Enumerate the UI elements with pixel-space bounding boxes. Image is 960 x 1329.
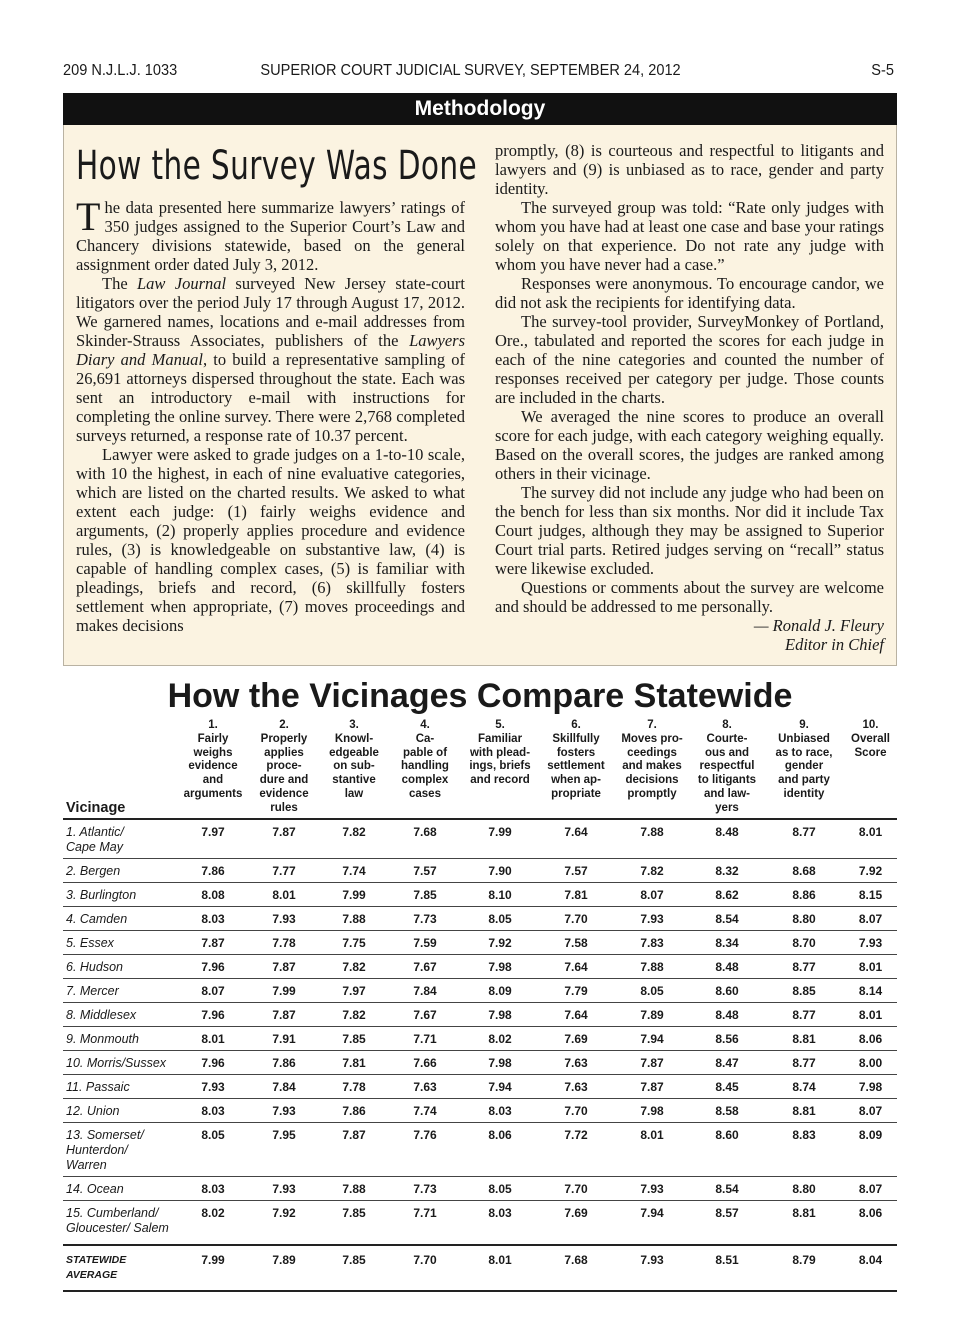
score-cell: 7.89 — [640, 1007, 664, 1022]
column-header: 10. Overall Score — [851, 719, 890, 759]
score-cell: 8.09 — [858, 1127, 883, 1142]
score-cell: 7.98 — [488, 959, 512, 974]
table-row — [63, 1050, 897, 1074]
score-cell: 7.87 — [272, 959, 296, 974]
score-cell: 7.58 — [564, 935, 588, 950]
score-cell: 7.93 — [640, 1181, 664, 1196]
vicinage-name: 1. Atlantic/ Cape May — [66, 824, 124, 854]
score-cell: 8.01 — [858, 1007, 883, 1022]
table-row — [63, 819, 897, 859]
score-cell: 8.48 — [715, 959, 739, 974]
page-number: S-5 — [871, 62, 894, 79]
score-cell: 7.94 — [488, 1079, 512, 1094]
article-column-left — [76, 194, 465, 635]
score-cell: 7.88 — [640, 824, 664, 839]
score-cell: 7.93 — [640, 911, 664, 926]
vicinage-name: 8. Middlesex — [66, 1007, 137, 1022]
score-cell: 8.01 — [488, 1252, 512, 1267]
score-cell: 8.02 — [488, 1031, 512, 1046]
score-cell: 8.07 — [201, 983, 225, 998]
score-cell: 7.81 — [564, 887, 588, 902]
score-cell: 8.70 — [792, 935, 816, 950]
statewide-average-row — [63, 1245, 897, 1291]
score-cell: 8.02 — [201, 1205, 225, 1220]
score-cell: 8.08 — [201, 887, 225, 902]
score-cell: 8.54 — [715, 911, 739, 926]
score-cell: 8.01 — [201, 1031, 225, 1046]
section-title: SUPERIOR COURT JUDICIAL SURVEY, SEPTEMBER 24, 2012 — [260, 62, 681, 79]
table-row — [63, 1026, 897, 1050]
score-cell: 8.56 — [715, 1031, 739, 1046]
score-cell: 7.93 — [272, 1103, 296, 1118]
score-cell: 8.01 — [858, 824, 883, 839]
column-header: 3. Knowl- edgeable on sub- stantive law — [329, 719, 379, 800]
score-cell: 8.00 — [858, 1055, 883, 1070]
score-cell: 7.97 — [342, 983, 366, 998]
score-cell: 8.80 — [792, 911, 816, 926]
score-cell: 8.58 — [715, 1103, 739, 1118]
score-cell: 8.03 — [201, 911, 225, 926]
score-cell: 7.70 — [413, 1252, 437, 1267]
table-title: How the Vicinages Compare Statewide — [167, 677, 793, 715]
table-row — [63, 1176, 897, 1200]
score-cell: 7.63 — [564, 1079, 588, 1094]
score-cell: 7.82 — [640, 863, 664, 878]
column-header: 8. Courte- ous and respectful to litigants and law- yers — [697, 719, 757, 814]
score-cell: 8.32 — [715, 863, 739, 878]
column-header: 9. Unbiased as to race, gender and party identity — [775, 719, 833, 800]
score-cell: 7.88 — [640, 959, 664, 974]
score-cell: 8.77 — [792, 959, 816, 974]
score-cell: 7.98 — [640, 1103, 664, 1118]
score-cell: 8.05 — [488, 911, 512, 926]
vicinage-name: 15. Cumberland/ Gloucester/ Salem — [66, 1205, 169, 1235]
score-cell: 7.85 — [342, 1252, 366, 1267]
paragraph: We averaged the nine scores to produce an overall score for each judge, with each category weighing equally. Based on the overall scores, the judges are ranked among others in their vicinage. — [495, 407, 884, 483]
score-cell: 7.87 — [201, 935, 225, 950]
score-cell: 7.64 — [564, 1007, 588, 1022]
score-cell: 8.74 — [792, 1079, 816, 1094]
score-cell: 8.85 — [792, 983, 816, 998]
score-cell: 8.01 — [858, 959, 883, 974]
score-cell: 7.96 — [201, 1055, 225, 1070]
score-cell: 7.93 — [272, 1181, 296, 1196]
score-cell: 7.63 — [564, 1055, 588, 1070]
score-cell: 8.03 — [201, 1181, 225, 1196]
score-cell: 7.87 — [342, 1127, 366, 1142]
citation: 209 N.J.L.J. 1033 — [63, 62, 178, 79]
score-cell: 8.57 — [715, 1205, 739, 1220]
score-cell: 7.67 — [413, 959, 437, 974]
score-cell: 8.79 — [792, 1252, 816, 1267]
paragraph: The surveyed group was told: “Rate only judges with whom you have had at least one case and base your ratings solely on that experience. Do not rate any judge with whom you have never had a case.” — [495, 198, 884, 274]
score-cell: 8.06 — [858, 1205, 883, 1220]
score-cell: 8.48 — [715, 1007, 739, 1022]
vicinage-name: 6. Hudson — [66, 959, 123, 974]
score-cell: 7.94 — [640, 1031, 664, 1046]
score-cell: 8.05 — [640, 983, 664, 998]
paragraph: The survey-tool provider, SurveyMonkey of Portland, Ore., tabulated and reported the scores for each judge in each of the nine categories and counted the number of responses received per category per judge. Those counts are included in the charts. — [495, 312, 884, 407]
table-row — [63, 858, 897, 882]
score-cell: 7.99 — [272, 983, 296, 998]
article-title: How the Survey Was Done — [76, 143, 478, 189]
table-row — [63, 906, 897, 930]
score-cell: 7.85 — [413, 887, 437, 902]
score-cell: 8.10 — [488, 887, 512, 902]
running-head — [63, 62, 894, 86]
score-cell: 7.57 — [413, 863, 437, 878]
score-cell: 7.82 — [342, 959, 366, 974]
score-cell: 7.70 — [564, 1181, 588, 1196]
column-header: 5. Familiar with plead- ings, briefs and record — [469, 719, 531, 787]
score-cell: 7.96 — [201, 1007, 225, 1022]
score-cell: 8.07 — [640, 887, 664, 902]
score-cell: 7.75 — [342, 935, 366, 950]
score-cell: 8.01 — [272, 887, 296, 902]
score-cell: 7.70 — [564, 911, 588, 926]
score-cell: 8.05 — [201, 1127, 225, 1142]
score-cell: 8.68 — [792, 863, 816, 878]
paragraph: Lawyer were asked to grade judges on a 1-to-10 scale, with 10 the highest, in each of nine evaluative categories, which are listed on the charted results. We asked to what extent each judge: (1) fairly weighs evidence and arguments, (2) properly applies procedure and evidence rules, (3) is knowledgeable on substantive law, (4) is capable of handling complex cases, (5) is familiar with pleadings, briefs and record, (6) skillfully fosters settlement when appropriate, (7) moves proceedings and makes decisions — [76, 445, 465, 635]
score-cell: 7.96 — [201, 959, 225, 974]
score-cell: 7.86 — [201, 863, 225, 878]
column-header: 6. Skillfully fosters settlement when ap- propriate — [547, 719, 605, 800]
score-cell: 8.60 — [715, 983, 739, 998]
score-cell: 7.91 — [272, 1031, 296, 1046]
score-cell: 8.86 — [792, 887, 816, 902]
score-cell: 8.77 — [792, 824, 816, 839]
vicinage-table — [63, 719, 897, 1292]
score-cell: 7.87 — [640, 1079, 664, 1094]
score-cell: 8.03 — [201, 1103, 225, 1118]
score-cell: 8.81 — [792, 1205, 816, 1220]
score-cell: 7.73 — [413, 911, 437, 926]
score-cell: 8.45 — [715, 1079, 739, 1094]
score-cell: 7.71 — [413, 1205, 437, 1220]
score-cell: 7.98 — [488, 1007, 512, 1022]
column-header: 4. Ca- pable of handling complex cases — [401, 719, 449, 800]
score-cell: 8.07 — [858, 1103, 883, 1118]
score-cell: 8.80 — [792, 1181, 816, 1196]
article-column-right — [495, 141, 884, 654]
vicinage-name: 3. Burlington — [66, 887, 137, 902]
score-cell: 7.87 — [272, 824, 296, 839]
score-cell: 8.60 — [715, 1127, 739, 1142]
score-cell: 7.86 — [342, 1103, 366, 1118]
vicinage-name: 9. Monmouth — [66, 1031, 139, 1046]
score-cell: 7.74 — [342, 863, 366, 878]
vicinage-name: 10. Morris/Sussex — [66, 1055, 167, 1070]
score-cell: 7.98 — [488, 1055, 512, 1070]
paragraph-text: , to build a representative sampling of 26,691 attorneys dispersed throughout the state. Each was sent an introductory e-mail with instructions for completing the online survey. There were 2,768 completed surveys returned, a response rate of 10.37 percent. — [76, 350, 465, 445]
signature-title: Editor in Chief — [785, 635, 884, 654]
signature: — Ronald J. Fleury — [753, 616, 884, 635]
paragraph — [76, 274, 465, 445]
score-cell: 8.04 — [858, 1252, 883, 1267]
score-cell: 8.62 — [715, 887, 739, 902]
score-cell: 7.64 — [564, 824, 588, 839]
score-cell: 7.69 — [564, 1031, 588, 1046]
score-cell: 7.79 — [564, 983, 588, 998]
score-cell: 7.77 — [272, 863, 296, 878]
average-label: STATEWIDE AVERAGE — [66, 1253, 127, 1281]
score-cell: 7.87 — [272, 1007, 296, 1022]
vicinage-name: 12. Union — [66, 1103, 120, 1118]
paragraph-text: he data presented here summarize lawyers’ ratings of 350 judges assigned to the Superior Court’s Law and Chancery divisions statewide, based on the general assignment order dated July 3, 2012. — [76, 198, 465, 274]
paragraph: Responses were anonymous. To encourage candor, we did not ask the recipients for identifying data. — [495, 274, 884, 312]
score-cell: 7.92 — [858, 863, 883, 878]
score-cell: 7.84 — [413, 983, 437, 998]
table-row — [63, 1098, 897, 1122]
score-cell: 8.14 — [858, 983, 883, 998]
paragraph: The survey did not include any judge who had been on the bench for less than six months. Nor did it include Tax Court judges, although they may be assigned to Superior Court trial parts. Retired judges serving on “recall” status were likewise excluded. — [495, 483, 884, 578]
score-cell: 8.06 — [488, 1127, 512, 1142]
score-cell: 7.85 — [342, 1205, 366, 1220]
score-cell: 8.03 — [488, 1103, 512, 1118]
score-cell: 7.57 — [564, 863, 588, 878]
score-cell: 7.87 — [640, 1055, 664, 1070]
publication-name: Lawyers Diary and Manual — [76, 331, 465, 369]
score-cell: 8.54 — [715, 1181, 739, 1196]
score-cell: 7.63 — [413, 1079, 437, 1094]
score-cell: 7.92 — [272, 1205, 296, 1220]
column-header: 7. Moves pro- ceedings and makes decisions promptly — [621, 719, 683, 800]
score-cell: 7.99 — [201, 1252, 225, 1267]
score-cell: 7.82 — [342, 824, 366, 839]
score-cell: 7.85 — [342, 1031, 366, 1046]
table-row — [63, 882, 897, 906]
score-cell: 7.86 — [272, 1055, 296, 1070]
score-cell: 7.68 — [413, 824, 437, 839]
score-cell: 7.82 — [342, 1007, 366, 1022]
score-cell: 7.73 — [413, 1181, 437, 1196]
score-cell: 7.99 — [342, 887, 366, 902]
score-cell: 7.93 — [272, 911, 296, 926]
score-cell: 7.93 — [858, 935, 883, 950]
score-cell: 7.94 — [640, 1205, 664, 1220]
score-cell: 8.09 — [488, 983, 512, 998]
table-header — [63, 719, 897, 819]
score-cell: 8.81 — [792, 1031, 816, 1046]
score-cell: 7.78 — [342, 1079, 366, 1094]
score-cell: 7.74 — [413, 1103, 437, 1118]
score-cell: 7.66 — [413, 1055, 437, 1070]
score-cell: 7.76 — [413, 1127, 437, 1142]
table-row — [63, 930, 897, 954]
vicinage-name: 5. Essex — [66, 935, 114, 950]
vicinage-header: Vicinage — [66, 799, 126, 816]
drop-cap: T — [76, 194, 101, 239]
score-cell: 8.77 — [792, 1007, 816, 1022]
column-header: 2. Properly applies proce- dure and evidence rules — [259, 719, 309, 814]
score-cell: 8.81 — [792, 1103, 816, 1118]
score-cell: 7.59 — [413, 935, 437, 950]
score-cell: 7.92 — [488, 935, 512, 950]
methodology-banner: Methodology — [63, 93, 897, 125]
vicinage-name: 4. Camden — [66, 911, 128, 926]
score-cell: 8.15 — [858, 887, 883, 902]
score-cell: 7.70 — [564, 1103, 588, 1118]
score-cell: 7.93 — [201, 1079, 225, 1094]
header-row — [63, 719, 897, 819]
score-cell: 8.06 — [858, 1031, 883, 1046]
score-cell: 7.64 — [564, 959, 588, 974]
score-cell: 7.90 — [488, 863, 512, 878]
score-cell: 8.34 — [715, 935, 739, 950]
score-cell: 7.93 — [640, 1252, 664, 1267]
score-cell: 8.01 — [640, 1127, 664, 1142]
paragraph: promptly, (8) is courteous and respectful to litigants and lawyers and (9) is unbiased as to race, gender and party identity. — [495, 141, 884, 198]
paragraph-text: The — [102, 274, 137, 293]
score-cell: 7.83 — [640, 935, 664, 950]
table-body — [63, 819, 897, 1291]
vicinage-name: 14. Ocean — [66, 1181, 124, 1196]
paragraph-text: surveyed New Jersey state-court litigators over the period July 17 through August 17, 2012. We garnered names, locations and e-mail addresses from Skinder-Strauss Associates, publishers of the — [76, 274, 465, 350]
table-row — [63, 954, 897, 978]
score-cell: 7.78 — [272, 935, 296, 950]
vicinage-name: 13. Somerset/ Hunterdon/ Warren — [66, 1127, 144, 1172]
score-cell: 7.88 — [342, 1181, 366, 1196]
score-cell: 7.84 — [272, 1079, 296, 1094]
table-row — [63, 1074, 897, 1098]
score-cell: 8.83 — [792, 1127, 816, 1142]
score-cell: 7.68 — [564, 1252, 588, 1267]
table-row — [63, 1122, 897, 1176]
score-cell: 8.77 — [792, 1055, 816, 1070]
table-row — [63, 1200, 897, 1245]
score-cell: 8.05 — [488, 1181, 512, 1196]
score-cell: 8.03 — [488, 1205, 512, 1220]
score-cell: 7.67 — [413, 1007, 437, 1022]
vicinage-name: 11. Passaic — [66, 1079, 130, 1094]
score-cell: 7.88 — [342, 911, 366, 926]
score-cell: 7.98 — [858, 1079, 883, 1094]
paragraph — [76, 194, 465, 274]
score-cell: 7.95 — [272, 1127, 296, 1142]
score-cell: 7.71 — [413, 1031, 437, 1046]
score-cell: 8.07 — [858, 911, 883, 926]
publication-name: Law Journal — [136, 274, 227, 293]
score-cell: 8.51 — [715, 1252, 739, 1267]
score-cell: 7.97 — [201, 824, 225, 839]
score-cell: 7.99 — [488, 824, 512, 839]
score-cell: 8.48 — [715, 824, 739, 839]
table-row — [63, 978, 897, 1002]
paragraph: Questions or comments about the survey are welcome and should be addressed to me personally. — [495, 578, 884, 616]
vicinage-name: 2. Bergen — [66, 863, 121, 878]
score-cell: 8.47 — [715, 1055, 739, 1070]
score-cell: 7.81 — [342, 1055, 366, 1070]
score-cell: 7.72 — [564, 1127, 588, 1142]
score-cell: 7.69 — [564, 1205, 588, 1220]
table-row — [63, 1002, 897, 1026]
score-cell: 8.07 — [858, 1181, 883, 1196]
score-cell: 7.89 — [272, 1252, 296, 1267]
vicinage-name: 7. Mercer — [66, 983, 119, 998]
column-header: 1. Fairly weighs evidence and arguments — [183, 719, 243, 800]
